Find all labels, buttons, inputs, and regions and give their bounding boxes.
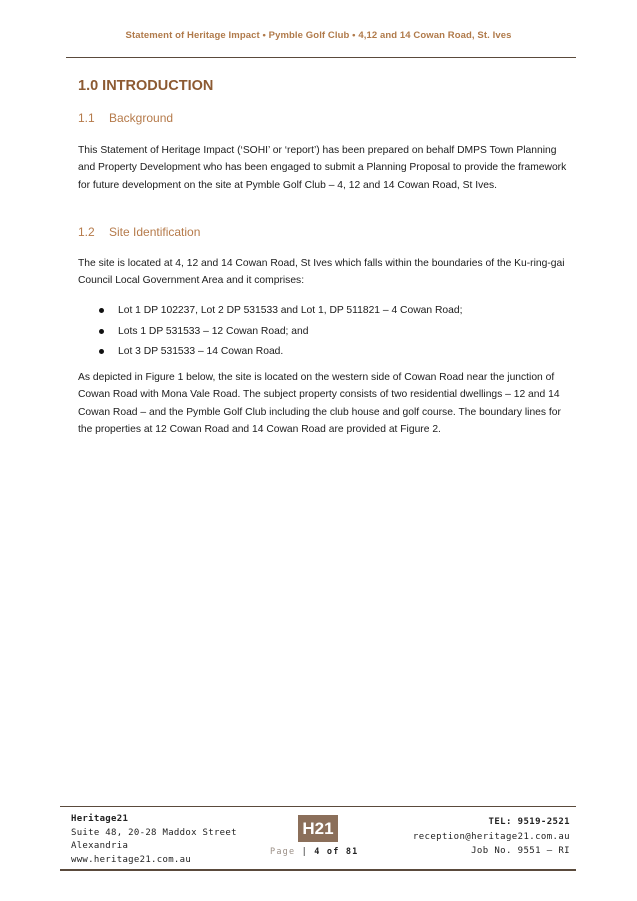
heritage21-logo: H21: [298, 815, 338, 842]
site-intro-paragraph: The site is located at 4, 12 and 14 Cowan Road, St Ives which falls within the boundaries of the Ku-ring-gai Council Local Government Area and it comprises:: [78, 258, 565, 287]
running-header: Statement of Heritage Impact • Pymble Golf Club • 4,12 and 14 Cowan Road, St. Ives: [125, 30, 512, 41]
subsection-heading-background: [78, 111, 173, 125]
footer-contact-block: [413, 815, 570, 859]
footer-divider-bottom: [60, 869, 576, 871]
bullet-icon: [99, 349, 104, 354]
footer-telephone: TEL: 9519-2521: [488, 817, 570, 827]
page-number: [270, 847, 359, 857]
list-item: Lot 1 DP 102237, Lot 2 DP 531533 and Lot 1, DP 511821 – 4 Cowan Road;: [78, 301, 558, 322]
footer-website-link[interactable]: www.heritage21.com.au: [71, 854, 192, 865]
page-separator: |: [301, 847, 308, 857]
header-divider: [66, 57, 576, 58]
page-label: Page: [270, 847, 296, 857]
list-item: Lots 1 DP 531533 – 12 Cowan Road; and: [78, 322, 558, 343]
section-heading: 1.0 INTRODUCTION: [78, 78, 214, 94]
subsection-heading-site-identification: [78, 225, 200, 239]
footer-company: Heritage21: [71, 814, 129, 824]
footer-address-block: [71, 813, 237, 867]
list-item: Lot 3 DP 531533 – 14 Cowan Road.: [78, 342, 558, 363]
footer-address-line2: Alexandria: [71, 841, 129, 851]
footer-job-number: Job No. 9551 – RI: [471, 846, 570, 856]
footer-divider-top: [60, 806, 576, 807]
subsection-title: Background: [109, 111, 174, 125]
background-paragraph: This Statement of Heritage Impact (‘SOHI’ or ‘report’) has been prepared on behalf DMPS Town Planning and Property Development who has been engaged to submit a Planning Proposal to provide the framework for future development on the site at Pymble Golf Club – 4, 12 and 14 Cowan Road, St Ives.: [78, 145, 567, 191]
lot-list: [78, 301, 558, 363]
bullet-icon: [99, 329, 104, 334]
subsection-number: 1.2: [78, 225, 95, 239]
page-count: 4 of 81: [314, 847, 359, 857]
subsection-number: 1.1: [78, 111, 95, 125]
bullet-icon: [99, 308, 104, 313]
footer-address-line1: Suite 48, 20-28 Maddox Street: [71, 827, 237, 838]
subsection-title: Site Identification: [109, 225, 201, 239]
footer-email-link[interactable]: reception@heritage21.com.au: [412, 831, 570, 842]
site-description-paragraph: As depicted in Figure 1 below, the site is located on the western side of Cowan Road near the junction of Cowan Road with Mona Vale Road. The subject property consists of two residential dwellings – 12 and 14 Cowan Road – and the Pymble Golf Club including the club house and golf course. The boundary lines for the properties at 12 Cowan Road and 14 Cowan Road are provided at Figure 2.: [78, 372, 561, 435]
